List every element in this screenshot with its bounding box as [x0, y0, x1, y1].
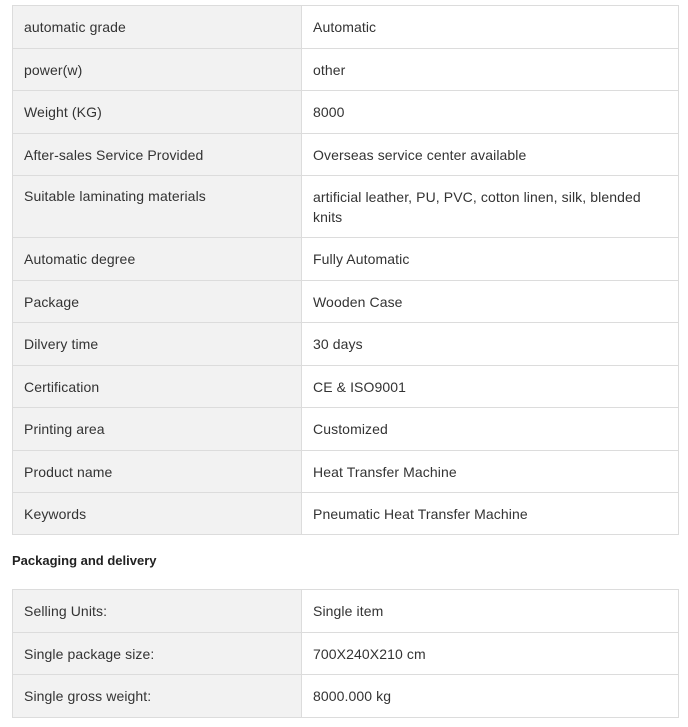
attribute-key: Printing area [13, 408, 302, 451]
table-row [13, 493, 679, 535]
attribute-value: artificial leather, PU, PVC, cotton linen, silk, blended knits [302, 176, 679, 238]
packaging-section-title: Packaging and delivery [12, 553, 157, 568]
attribute-key: Suitable laminating materials [13, 176, 302, 238]
attribute-value: Pneumatic Heat Transfer Machine [302, 493, 679, 535]
product-attributes-table [12, 5, 679, 535]
table-row [13, 49, 679, 91]
attribute-key: Product name [13, 451, 302, 493]
table-row [13, 451, 679, 493]
attribute-value: CE & ISO9001 [302, 366, 679, 408]
table-row [13, 281, 679, 323]
attribute-key: Keywords [13, 493, 302, 535]
attribute-key: power(w) [13, 49, 302, 91]
attribute-value: Heat Transfer Machine [302, 451, 679, 493]
attribute-key: Dilvery time [13, 323, 302, 366]
attribute-key: Weight (KG) [13, 91, 302, 134]
attribute-key: automatic grade [13, 6, 302, 49]
attribute-key: After-sales Service Provided [13, 134, 302, 176]
attribute-value: Fully Automatic [302, 238, 679, 281]
table-row [13, 590, 679, 633]
table-row [13, 366, 679, 408]
table-row [13, 6, 679, 49]
packaging-value: 8000.000 kg [302, 675, 679, 718]
packaging-table [12, 589, 679, 718]
attribute-value: Overseas service center available [302, 134, 679, 176]
attribute-value: Automatic [302, 6, 679, 49]
packaging-key: Single package size: [13, 633, 302, 675]
table-row [13, 134, 679, 176]
packaging-key: Selling Units: [13, 590, 302, 633]
attribute-value: 8000 [302, 91, 679, 134]
table-row [13, 323, 679, 366]
packaging-value: 700X240X210 cm [302, 633, 679, 675]
attribute-value: 30 days [302, 323, 679, 366]
attribute-key: Certification [13, 366, 302, 408]
packaging-key: Single gross weight: [13, 675, 302, 718]
table-row [13, 675, 679, 718]
table-row [13, 408, 679, 451]
table-row [13, 176, 679, 238]
attribute-value: Customized [302, 408, 679, 451]
table-row [13, 238, 679, 281]
attribute-key: Automatic degree [13, 238, 302, 281]
attribute-key: Package [13, 281, 302, 323]
packaging-value: Single item [302, 590, 679, 633]
attribute-value: Wooden Case [302, 281, 679, 323]
table-row [13, 633, 679, 675]
table-row [13, 91, 679, 134]
attribute-value: other [302, 49, 679, 91]
